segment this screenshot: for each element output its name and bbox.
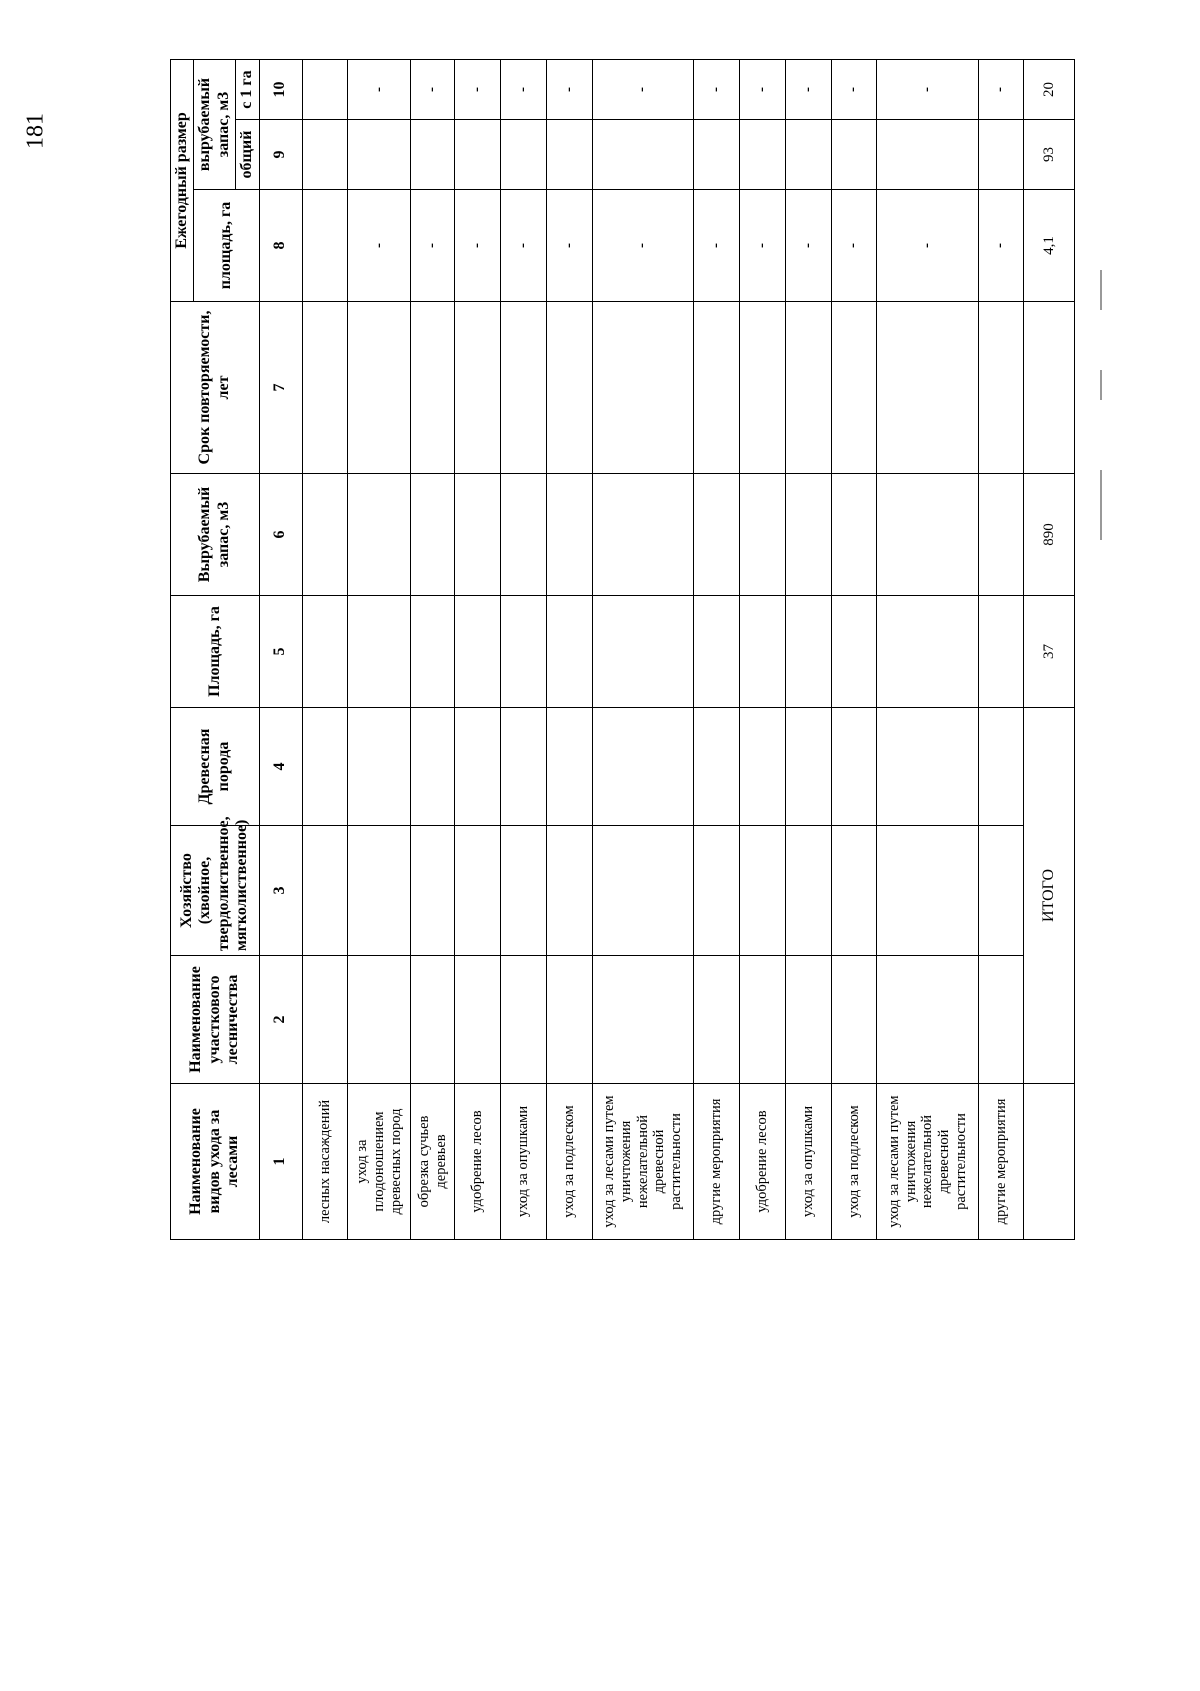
table-row: [831, 60, 877, 1240]
care-type-cell: уход за подлеском: [831, 1084, 877, 1240]
table-row: [411, 60, 455, 1240]
economy-type-cell: [785, 826, 831, 956]
header-annual-stock-total: общий: [236, 120, 259, 190]
cut-stock-cell: [831, 474, 877, 596]
area-cell: [302, 596, 348, 708]
annual-area-cell: -: [592, 190, 693, 302]
care-type-cell: лесных насаждений: [302, 1084, 348, 1240]
repeat-period-cell: [785, 302, 831, 474]
annual-stock-per-ha-cell: -: [739, 60, 785, 120]
table-row: [501, 60, 547, 1240]
total-annual-area: 4,1: [1024, 190, 1075, 302]
header-repeat-period: Срок повторяемости, лет: [171, 302, 260, 474]
scan-artifact-line: [1100, 470, 1102, 540]
repeat-period-cell: [694, 302, 740, 474]
scan-artifact-line: [1100, 370, 1102, 400]
annual-area-cell: -: [739, 190, 785, 302]
annual-stock-total-cell: [739, 120, 785, 190]
header-care-type: Наименование видов ухода за лесами: [171, 1084, 260, 1240]
total-area: 37: [1024, 596, 1075, 708]
tree-species-cell: [978, 708, 1024, 826]
column-number: 9: [259, 120, 302, 190]
area-cell: [694, 596, 740, 708]
economy-type-cell: [978, 826, 1024, 956]
annual-stock-total-cell: [978, 120, 1024, 190]
annual-area-cell: -: [831, 190, 877, 302]
column-number: 10: [259, 60, 302, 120]
forestry-district-cell: [978, 956, 1024, 1084]
table-row: [302, 60, 348, 1240]
table-row: [455, 60, 501, 1240]
forestry-district-cell: [348, 956, 411, 1084]
page-number-text: 181: [22, 113, 49, 149]
area-cell: [785, 596, 831, 708]
table-row: [739, 60, 785, 1240]
care-type-cell: уход за подлеском: [547, 1084, 593, 1240]
header-annual-stock: вырубаемый запас, м3: [194, 60, 236, 190]
cut-stock-cell: [592, 474, 693, 596]
tree-species-cell: [831, 708, 877, 826]
header-economy-type: Хозяйство (хвойное, твердолиственное, мягколиственное): [171, 826, 260, 956]
tree-species-cell: [411, 708, 455, 826]
economy-type-cell: [694, 826, 740, 956]
total-empty-cell: [1024, 1084, 1075, 1240]
annual-area-cell: -: [877, 190, 978, 302]
repeat-period-cell: [302, 302, 348, 474]
annual-area-cell: -: [547, 190, 593, 302]
annual-stock-total-cell: [302, 120, 348, 190]
header-annual-size: Ежегодный размер: [171, 60, 194, 302]
cut-stock-cell: [411, 474, 455, 596]
annual-area-cell: -: [411, 190, 455, 302]
tree-species-cell: [455, 708, 501, 826]
table-row: [592, 60, 693, 1240]
area-cell: [831, 596, 877, 708]
annual-stock-per-ha-cell: -: [831, 60, 877, 120]
area-cell: [411, 596, 455, 708]
economy-type-cell: [592, 826, 693, 956]
economy-type-cell: [411, 826, 455, 956]
table-row: [547, 60, 593, 1240]
annual-stock-per-ha-cell: -: [877, 60, 978, 120]
care-type-cell: уход за плодоношением древесных пород: [348, 1084, 411, 1240]
annual-stock-per-ha-cell: -: [592, 60, 693, 120]
annual-stock-total-cell: [501, 120, 547, 190]
repeat-period-cell: [978, 302, 1024, 474]
forestry-district-cell: [831, 956, 877, 1084]
header-row-1: [171, 60, 194, 1240]
repeat-period-cell: [592, 302, 693, 474]
care-type-cell: уход за опушками: [785, 1084, 831, 1240]
cut-stock-cell: [348, 474, 411, 596]
tree-species-cell: [547, 708, 593, 826]
area-cell: [547, 596, 593, 708]
column-number: 8: [259, 190, 302, 302]
cut-stock-cell: [694, 474, 740, 596]
column-number: 4: [259, 708, 302, 826]
annual-area-cell: -: [455, 190, 501, 302]
area-cell: [455, 596, 501, 708]
column-number-row: [259, 60, 302, 1240]
annual-area-cell: [302, 190, 348, 302]
care-type-cell: удобрение лесов: [739, 1084, 785, 1240]
header-area: Площадь, га: [171, 596, 260, 708]
annual-area-cell: -: [785, 190, 831, 302]
table-body: [302, 60, 1074, 1240]
forestry-district-cell: [694, 956, 740, 1084]
forestry-district-cell: [411, 956, 455, 1084]
repeat-period-cell: [547, 302, 593, 474]
area-cell: [501, 596, 547, 708]
cut-stock-cell: [978, 474, 1024, 596]
forestry-district-cell: [739, 956, 785, 1084]
cut-stock-cell: [501, 474, 547, 596]
economy-type-cell: [831, 826, 877, 956]
forestry-district-cell: [877, 956, 978, 1084]
cut-stock-cell: [455, 474, 501, 596]
economy-type-cell: [455, 826, 501, 956]
tree-species-cell: [592, 708, 693, 826]
tree-species-cell: [302, 708, 348, 826]
repeat-period-cell: [739, 302, 785, 474]
tree-species-cell: [501, 708, 547, 826]
header-annual-area: площадь, га: [194, 190, 259, 302]
care-type-cell: обрезка сучьев деревьев: [411, 1084, 455, 1240]
annual-stock-total-cell: [877, 120, 978, 190]
page-number: [20, 96, 52, 166]
forestry-district-cell: [302, 956, 348, 1084]
forestry-district-cell: [501, 956, 547, 1084]
table-row: [785, 60, 831, 1240]
tree-species-cell: [694, 708, 740, 826]
annual-stock-per-ha-cell: -: [411, 60, 455, 120]
area-cell: [877, 596, 978, 708]
annual-stock-total-cell: [547, 120, 593, 190]
annual-stock-per-ha-cell: -: [501, 60, 547, 120]
column-number: 1: [259, 1084, 302, 1240]
annual-stock-per-ha-cell: -: [785, 60, 831, 120]
total-annual-stock-total: 93: [1024, 120, 1075, 190]
area-cell: [592, 596, 693, 708]
cut-stock-cell: [739, 474, 785, 596]
repeat-period-cell: [501, 302, 547, 474]
column-number: 2: [259, 956, 302, 1084]
annual-stock-total-cell: [348, 120, 411, 190]
cut-stock-cell: [785, 474, 831, 596]
area-cell: [978, 596, 1024, 708]
total-row: [1024, 60, 1075, 1240]
column-number: 7: [259, 302, 302, 474]
table-row: [978, 60, 1024, 1240]
care-type-cell: удобрение лесов: [455, 1084, 501, 1240]
annual-stock-total-cell: [694, 120, 740, 190]
header-forestry-district: Наименование участкового лесничества: [171, 956, 260, 1084]
cut-stock-cell: [547, 474, 593, 596]
repeat-period-cell: [877, 302, 978, 474]
cut-stock-cell: [877, 474, 978, 596]
total-annual-stock-per-ha: 20: [1024, 60, 1075, 120]
annual-stock-per-ha-cell: -: [547, 60, 593, 120]
annual-stock-total-cell: [592, 120, 693, 190]
annual-area-cell: -: [348, 190, 411, 302]
column-number: 5: [259, 596, 302, 708]
annual-area-cell: -: [978, 190, 1024, 302]
table-row: [348, 60, 411, 1240]
repeat-period-cell: [831, 302, 877, 474]
repeat-period-cell: [411, 302, 455, 474]
economy-type-cell: [547, 826, 593, 956]
column-number: 6: [259, 474, 302, 596]
header-cut-stock: Вырубаемый запас, м3: [171, 474, 260, 596]
column-number: 3: [259, 826, 302, 956]
annual-stock-per-ha-cell: -: [455, 60, 501, 120]
repeat-period-cell: [455, 302, 501, 474]
annual-stock-total-cell: [831, 120, 877, 190]
forestry-district-cell: [547, 956, 593, 1084]
total-repeat-period: [1024, 302, 1075, 474]
annual-stock-total-cell: [455, 120, 501, 190]
header-annual-stock-per-ha: с 1 га: [236, 60, 259, 120]
economy-type-cell: [302, 826, 348, 956]
economy-type-cell: [501, 826, 547, 956]
repeat-period-cell: [348, 302, 411, 474]
forest-care-table: [170, 59, 1075, 1240]
tree-species-cell: [739, 708, 785, 826]
total-stock: 890: [1024, 474, 1075, 596]
area-cell: [348, 596, 411, 708]
table-row: [694, 60, 740, 1240]
table-row: [877, 60, 978, 1240]
care-type-cell: уход за опушками: [501, 1084, 547, 1240]
cut-stock-cell: [302, 474, 348, 596]
economy-type-cell: [877, 826, 978, 956]
area-cell: [739, 596, 785, 708]
forestry-district-cell: [785, 956, 831, 1084]
annual-area-cell: -: [501, 190, 547, 302]
annual-area-cell: -: [694, 190, 740, 302]
economy-type-cell: [348, 826, 411, 956]
scan-artifact-line: [1100, 270, 1102, 310]
economy-type-cell: [739, 826, 785, 956]
care-type-cell: уход за лесами путем уничтожения нежелательной древесной растительности: [877, 1084, 978, 1240]
forestry-district-cell: [592, 956, 693, 1084]
annual-stock-per-ha-cell: -: [694, 60, 740, 120]
forestry-district-cell: [455, 956, 501, 1084]
total-label: ИТОГО: [1024, 708, 1075, 1084]
forest-care-table-wrapper: [170, 70, 1075, 1240]
tree-species-cell: [877, 708, 978, 826]
header-tree-species: Древесная порода: [171, 708, 260, 826]
annual-stock-per-ha-cell: -: [978, 60, 1024, 120]
care-type-cell: другие мероприятия: [694, 1084, 740, 1240]
annual-stock-total-cell: [411, 120, 455, 190]
tree-species-cell: [348, 708, 411, 826]
annual-stock-per-ha-cell: -: [348, 60, 411, 120]
annual-stock-total-cell: [785, 120, 831, 190]
tree-species-cell: [785, 708, 831, 826]
care-type-cell: уход за лесами путем уничтожения нежелательной древесной растительности: [592, 1084, 693, 1240]
annual-stock-per-ha-cell: [302, 60, 348, 120]
care-type-cell: другие мероприятия: [978, 1084, 1024, 1240]
